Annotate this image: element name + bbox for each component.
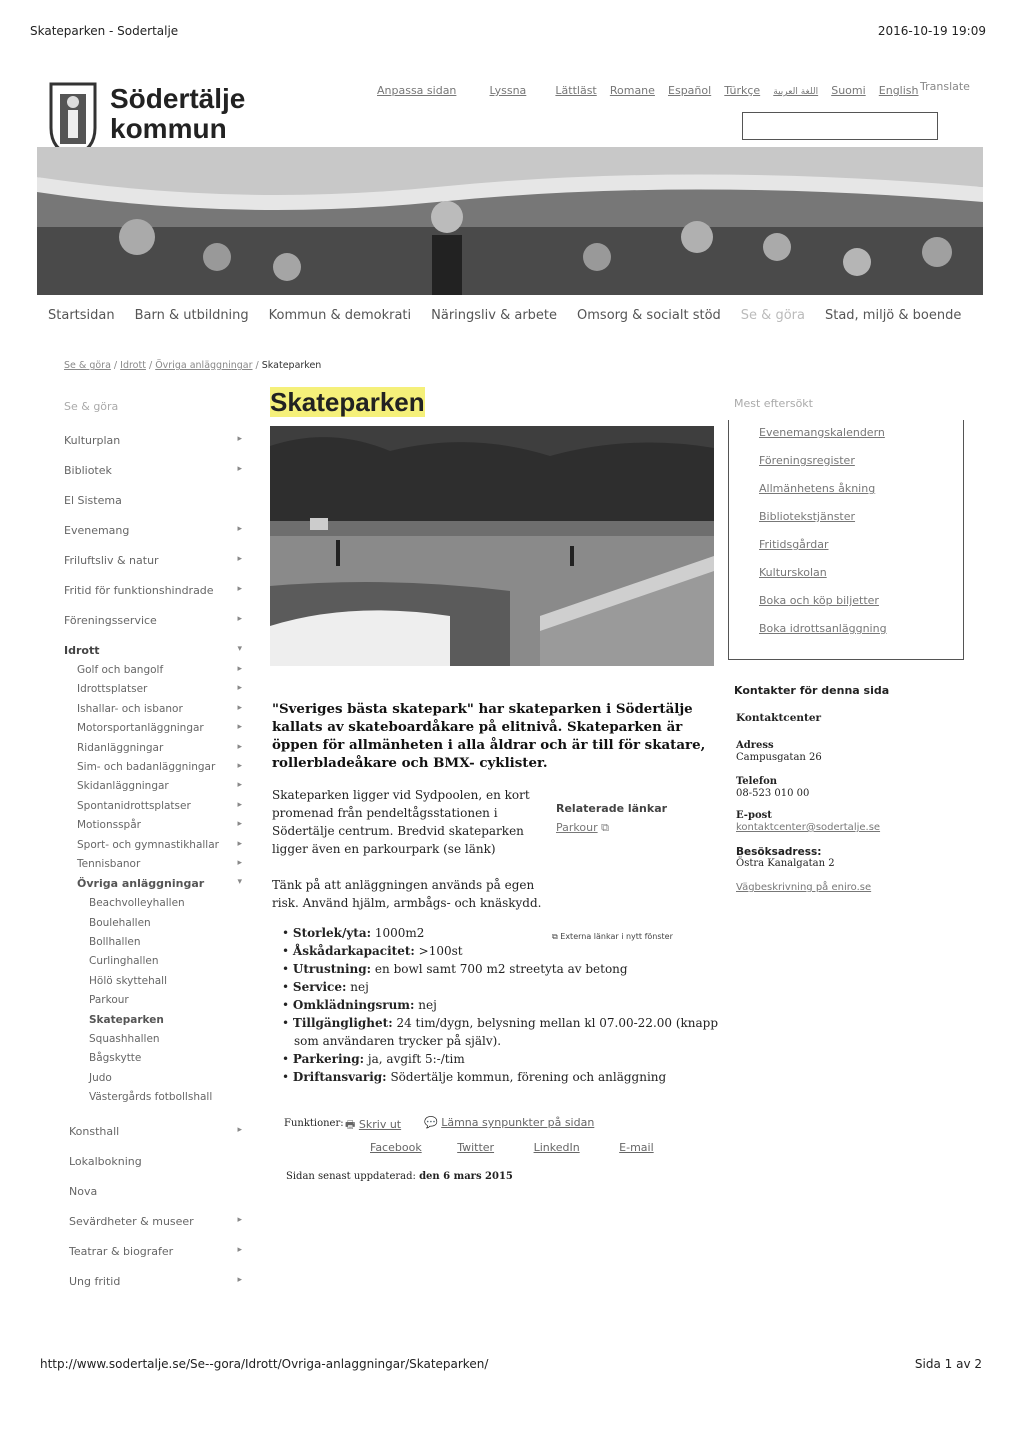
contact-heading: Kontakter för denna sida <box>734 684 890 697</box>
left-nav-sub-item[interactable]: Curlinghallen <box>89 955 159 968</box>
visit-value: Östra Kanalgatan 2 <box>736 858 835 869</box>
arrow-down-icon: ▾ <box>237 644 242 654</box>
most-searched-link[interactable]: Boka och köp biljetter <box>759 594 879 607</box>
left-nav-sub-item[interactable]: Hölö skyttehall <box>89 974 168 987</box>
left-nav-sub-item[interactable]: Idrottsplatser ▸ <box>77 683 242 696</box>
skatepark-photo <box>270 426 714 666</box>
related-link-parkour[interactable]: Parkour ⧉ <box>556 821 609 834</box>
utility-lattlast[interactable]: Lättläst <box>555 84 597 97</box>
utility-espanol[interactable]: Español <box>668 84 712 97</box>
left-nav-item[interactable]: Bibliotek ▸ <box>64 464 242 477</box>
most-searched-box <box>728 420 964 660</box>
most-searched-link[interactable]: Kulturskolan <box>759 566 827 579</box>
arrow-right-icon: ▸ <box>237 722 242 733</box>
fact-item: • Omklädningsrum: nej <box>282 998 437 1012</box>
arrow-right-icon: ▸ <box>237 741 242 752</box>
body-paragraph-2: Tänk på att anläggningen används på egen risk. Använd hjälm, armbågs- och knäskydd. <box>272 878 542 910</box>
fact-item: • Utrustning: en bowl samt 700 m2 streetyta av betong <box>282 962 628 976</box>
arrow-right-icon: ▸ <box>237 584 242 594</box>
arrow-right-icon: ▸ <box>237 780 242 791</box>
main-navigation <box>48 308 981 323</box>
share-links <box>370 1141 654 1154</box>
fact-item: • Parkering: ja, avgift 5:-/tim <box>282 1052 465 1066</box>
utility-english[interactable]: English <box>878 84 919 97</box>
fact-item: • Tillgänglighet: 24 tim/dygn, belysning mellan kl 07.00-22.00 (knapp som användaren trycker på själv). <box>282 1016 719 1048</box>
most-searched-link[interactable]: Evenemangskalendern <box>759 426 885 439</box>
left-nav-sub-item[interactable]: Tennisbanor ▸ <box>77 857 242 870</box>
utility-lyssna[interactable]: Lyssna <box>489 84 527 97</box>
external-links-note: ⧉ Externa länkar i nytt fönster <box>552 932 673 941</box>
left-nav-item[interactable]: Nova <box>69 1184 98 1198</box>
phone-value: 08-523 010 00 <box>736 788 810 799</box>
left-nav-sub-item[interactable]: Squashhallen <box>89 1033 160 1046</box>
idrott-submenu <box>64 664 254 1111</box>
most-searched-heading: Mest eftersökt <box>734 397 813 410</box>
fact-item: • Driftansvarig: Södertälje kommun, förening och anläggning <box>282 1070 667 1084</box>
arrow-right-icon: ▸ <box>237 838 242 849</box>
arrow-right-icon: ▸ <box>237 683 242 694</box>
left-nav-item[interactable]: Lokalbokning <box>69 1154 142 1168</box>
address-label: Adress <box>736 740 774 751</box>
arrow-right-icon: ▸ <box>237 464 242 474</box>
most-searched-link[interactable]: Allmänhetens åkning <box>759 482 876 495</box>
left-nav-item[interactable]: Föreningsservice ▸ <box>64 614 242 627</box>
body-paragraph-1: Skateparken ligger vid Sydpoolen, en kort promenad från pendeltågsstationen i Södertälje centrum. Bredvid skateparken ligger även en parkourpark (se länk) <box>272 788 530 856</box>
share-facebook[interactable]: Facebook <box>370 1141 422 1154</box>
left-nav-sub-item[interactable]: Judo <box>89 1071 112 1084</box>
left-nav-item[interactable]: Ung fritid ▸ <box>69 1274 242 1288</box>
header-banner-photo <box>37 147 983 295</box>
directions-link[interactable]: Vägbeskrivning på eniro.se <box>736 882 872 893</box>
arrow-right-icon: ▸ <box>237 614 242 624</box>
most-searched-link[interactable]: Föreningsregister <box>759 454 855 467</box>
nav-kommun-demokrati[interactable]: Kommun & demokrati <box>268 308 412 323</box>
functions-label: Funktioner: <box>284 1118 344 1129</box>
left-nav-sub-item[interactable]: Ishallar- och isbanor ▸ <box>77 702 242 715</box>
speech-bubble-icon: 💬 <box>424 1116 438 1129</box>
printer-icon: 🖶 <box>345 1118 356 1131</box>
external-link-icon: ⧉ <box>601 821 609 834</box>
left-nav-sub-item[interactable]: Sim- och badanläggningar ▸ <box>77 760 242 773</box>
share-linkedin[interactable]: LinkedIn <box>533 1141 580 1154</box>
left-nav-item[interactable]: Teatrar & biografer ▸ <box>69 1244 242 1258</box>
left-nav-ovriga[interactable]: Övriga anläggningar ▾ <box>77 877 242 891</box>
email-label: E-post <box>736 810 772 821</box>
most-searched-link[interactable]: Boka idrottsanläggning <box>759 622 887 635</box>
print-datetime: 2016-10-19 19:09 <box>877 24 986 38</box>
breadcrumb-se-gora[interactable]: Se & göra <box>64 360 111 371</box>
arrow-right-icon: ▸ <box>237 554 242 564</box>
left-nav-sub-item[interactable]: Sport- och gymnastikhallar ▸ <box>77 838 242 851</box>
search-input[interactable] <box>742 112 938 140</box>
banner-image <box>37 147 983 295</box>
utility-arabic[interactable]: اللغة العربية <box>773 87 819 97</box>
nav-stad-miljo[interactable]: Stad, miljö & boende <box>824 308 962 323</box>
left-nav-sub-item[interactable]: Boulehallen <box>89 916 151 929</box>
print-page-title: Skateparken - Sodertalje <box>30 24 179 38</box>
left-nav-item[interactable]: Sevärdheter & museer ▸ <box>69 1214 242 1228</box>
utility-romane[interactable]: Romane <box>609 84 655 97</box>
left-nav-item[interactable]: Friluftsliv & natur ▸ <box>64 554 242 567</box>
utility-suomi[interactable]: Suomi <box>831 84 866 97</box>
left-nav-item[interactable]: Konsthall ▸ <box>69 1124 242 1138</box>
arrow-right-icon: ▸ <box>237 664 242 674</box>
nav-naringsliv-arbete[interactable]: Näringsliv & arbete <box>431 308 558 323</box>
arrow-down-icon: ▾ <box>237 877 242 888</box>
logo-line-1: Södertälje <box>110 83 246 114</box>
left-nav-sub-item[interactable]: Golf och bangolf ▸ <box>77 664 242 676</box>
fact-item: • Åskådarkapacitet: >100st <box>282 944 463 958</box>
left-nav-heading: Se & göra <box>64 400 119 413</box>
logo-line-2: kommun <box>110 113 227 144</box>
left-nav-sub-item[interactable]: Bågskytte <box>89 1052 142 1065</box>
share-twitter[interactable]: Twitter <box>457 1141 495 1154</box>
left-navigation <box>64 400 254 1305</box>
most-searched-list <box>729 420 963 650</box>
contact-box <box>736 712 956 894</box>
translate-button[interactable]: Translate <box>920 80 970 93</box>
left-nav-item[interactable]: Kulturplan ▸ <box>64 434 242 447</box>
left-nav-sub-item[interactable]: Motorsportanläggningar ▸ <box>77 722 242 735</box>
nav-startsidan[interactable]: Startsidan <box>48 308 115 323</box>
print-url: http://www.sodertalje.se/Se--gora/Idrott/Ovriga-anlaggningar/Skateparken/ <box>40 1357 489 1371</box>
left-nav-sub-item[interactable]: Spontanidrottsplatser ▸ <box>77 799 242 812</box>
nav-se-gora[interactable]: Se & göra <box>740 308 805 323</box>
external-link-icon: ⧉ <box>552 932 558 941</box>
arrow-right-icon: ▸ <box>237 799 242 810</box>
arrow-right-icon: ▸ <box>237 760 242 771</box>
most-searched-link[interactable]: Bibliotekstjänster <box>759 510 856 523</box>
left-nav-item[interactable]: El Sistema <box>64 494 122 507</box>
breadcrumb-current: Skateparken <box>261 360 322 371</box>
arrow-right-icon: ▸ <box>237 702 242 713</box>
arrow-right-icon: ▸ <box>237 524 242 534</box>
last-updated: Sidan senast uppdaterad: den 6 mars 2015 <box>286 1171 513 1182</box>
left-nav-idrott[interactable]: Idrott ▾ <box>64 644 242 657</box>
ovriga-submenu <box>77 897 254 1110</box>
utility-turkce[interactable]: Türkçe <box>724 84 761 97</box>
arrow-right-icon: ▸ <box>237 819 242 830</box>
arrow-right-icon: ▸ <box>237 1274 242 1285</box>
left-nav-sub-item[interactable]: Skidanläggningar ▸ <box>77 780 242 793</box>
email-link[interactable]: kontaktcenter@sodertalje.se <box>736 822 881 833</box>
arrow-right-icon: ▸ <box>237 1244 242 1255</box>
arrow-right-icon: ▸ <box>237 434 242 444</box>
phone-label: Telefon <box>736 776 778 787</box>
visit-label: Besöksadress: <box>736 846 822 858</box>
left-nav-sub-item[interactable]: Beachvolleyhallen <box>89 897 185 910</box>
intro-text: "Sveriges bästa skatepark" har skateparken i Södertälje kallats av skateboardåkare på elitnivå. Skateparken är öppen för allmänheten i alla åldrar och är till för skatare, rollerbladeåkare och BMX- cyklister. <box>272 701 706 771</box>
most-searched-link[interactable]: Fritidsgårdar <box>759 538 829 551</box>
page-title: Skateparken <box>270 387 425 417</box>
related-links-heading: Relaterade länkar <box>556 802 668 815</box>
address-value: Campusgatan 26 <box>736 752 822 763</box>
left-nav-item[interactable]: Evenemang ▸ <box>64 524 242 537</box>
skatepark-image <box>270 426 714 666</box>
utility-anpassa[interactable]: Anpassa sidan <box>377 84 457 97</box>
breadcrumb-ovriga[interactable]: Övriga anläggningar <box>155 360 253 371</box>
fact-item: • Storlek/yta: 1000m2 <box>282 926 425 940</box>
arrow-right-icon: ▸ <box>237 1124 242 1135</box>
left-nav-item[interactable]: Fritid för funktionshindrade ▸ <box>64 584 242 597</box>
print-button[interactable]: 🖶 Skriv ut <box>345 1118 402 1131</box>
breadcrumb-idrott[interactable]: Idrott <box>120 360 146 371</box>
breadcrumb: Se & göra / Idrott / Övriga anläggningar / Skateparken <box>64 360 322 371</box>
left-nav-sub-item[interactable]: Ridanläggningar ▸ <box>77 741 242 754</box>
left-nav-current-skateparken[interactable]: Skateparken <box>89 1013 164 1026</box>
left-nav-sub-item[interactable]: Motionsspår ▸ <box>77 819 242 832</box>
left-nav-sub-item[interactable]: Västergårds fotbollshall <box>89 1091 213 1104</box>
facts-list <box>282 924 722 1086</box>
share-email[interactable]: E-mail <box>619 1141 654 1154</box>
left-nav-sub-item[interactable]: Parkour <box>89 994 129 1007</box>
feedback-button[interactable]: 💬 Lämna synpunkter på sidan <box>424 1116 595 1129</box>
nav-barn-utbildning[interactable]: Barn & utbildning <box>134 308 249 323</box>
fact-item: • Service: nej <box>282 980 369 994</box>
nav-omsorg[interactable]: Omsorg & socialt stöd <box>577 308 721 323</box>
left-nav-sub-item[interactable]: Bollhallen <box>89 936 141 949</box>
print-page-number: Sida 1 av 2 <box>914 1357 982 1371</box>
arrow-right-icon: ▸ <box>237 857 242 868</box>
contact-center: Kontaktcenter <box>736 712 822 724</box>
arrow-right-icon: ▸ <box>237 1214 242 1225</box>
utility-links <box>377 79 927 98</box>
